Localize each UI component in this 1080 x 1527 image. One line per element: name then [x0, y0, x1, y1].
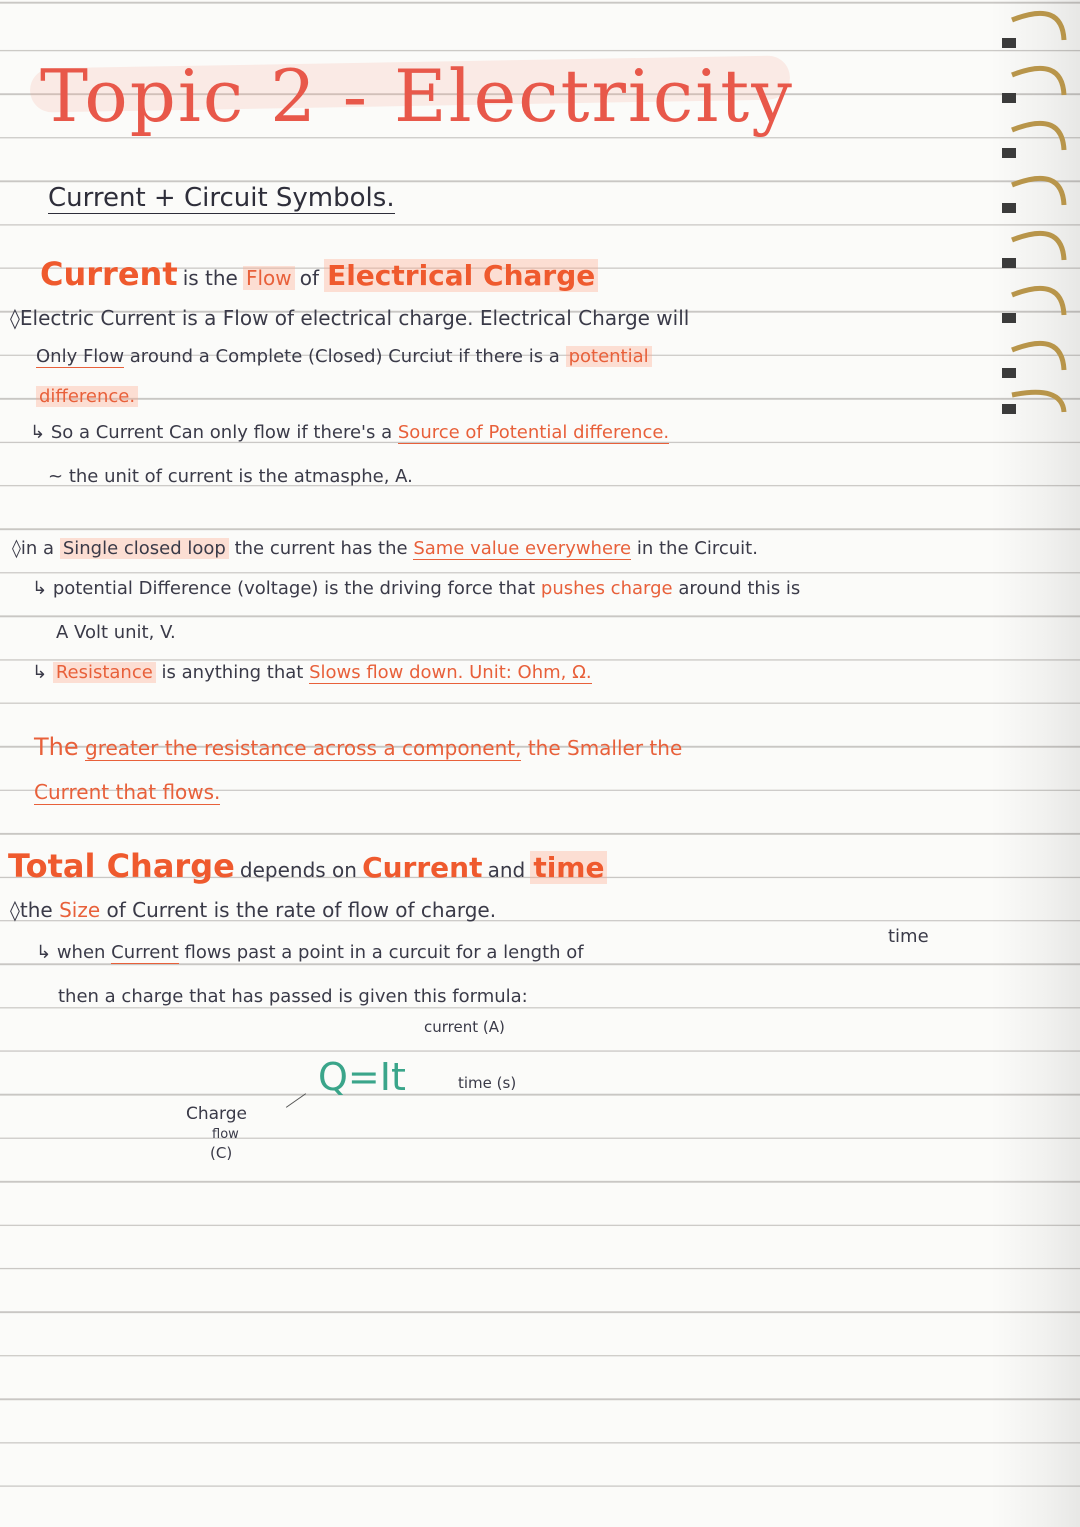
formula-label-current: current (A) — [424, 1018, 505, 1036]
note-line: ↳ potential Difference (voltage) is the driving force that pushes charge around this is — [32, 578, 801, 599]
formula-pointer — [286, 1093, 306, 1108]
subtitle: Current + Circuit Symbols. — [48, 183, 395, 213]
formula-label-charge: (C) — [210, 1144, 233, 1162]
note-line: Current that flows. — [34, 780, 221, 804]
diamond-bullet-icon: ◊ — [10, 898, 20, 922]
note-line: ↳ Resistance is anything that Slows flow down. Unit: Ohm, Ω. — [32, 662, 592, 683]
diamond-bullet-icon: ◊ — [10, 306, 20, 330]
page-title: Topic 2 - Electricity — [40, 54, 794, 138]
spiral-binding — [1002, 0, 1072, 420]
note-line: ◊in a Single closed loop the current has the Same value everywhere in the Circuit. — [12, 538, 758, 559]
formula-label-charge: Charge — [186, 1104, 248, 1124]
arrow-bullet-icon: ↳ — [32, 662, 53, 683]
note-line: then a charge that has passed is given this formula: — [58, 986, 528, 1007]
note-line: ~ the unit of current is the atmasphe, A. — [48, 466, 413, 487]
note-line: ◊the Size of Current is the rate of flow of charge. — [10, 898, 497, 922]
arrow-bullet-icon: ↳ — [32, 578, 53, 599]
note-word-time: time — [888, 926, 929, 947]
note-line: ◊Electric Current is a Flow of electrical charge. Electrical Charge will — [10, 306, 690, 330]
note-line: The greater the resistance across a component, the Smaller the — [34, 733, 683, 761]
formula-label-time: time (s) — [458, 1074, 517, 1092]
arrow-bullet-icon: ↳ — [30, 422, 51, 443]
note-line: ↳ when Current flows past a point in a curcuit for a length of — [36, 942, 584, 963]
current-heading: Current is the Flow of Electrical Charge — [40, 258, 598, 290]
formula: Q=It — [318, 1055, 406, 1099]
arrow-bullet-icon: ↳ — [36, 942, 57, 963]
formula-label-charge: flow — [212, 1127, 239, 1142]
note-line: Only Flow around a Complete (Closed) Curciut if there is a potential — [36, 348, 652, 366]
note-line: ↳ So a Current Can only flow if there's a Source of Potential difference. — [30, 422, 670, 443]
tilde-bullet-icon: ~ — [48, 466, 69, 487]
diamond-bullet-icon: ◊ — [12, 538, 21, 559]
note-line: difference. — [36, 388, 138, 406]
total-charge-heading: Total Charge depends on Current and time — [8, 850, 607, 882]
note-line: A Volt unit, V. — [56, 622, 176, 643]
